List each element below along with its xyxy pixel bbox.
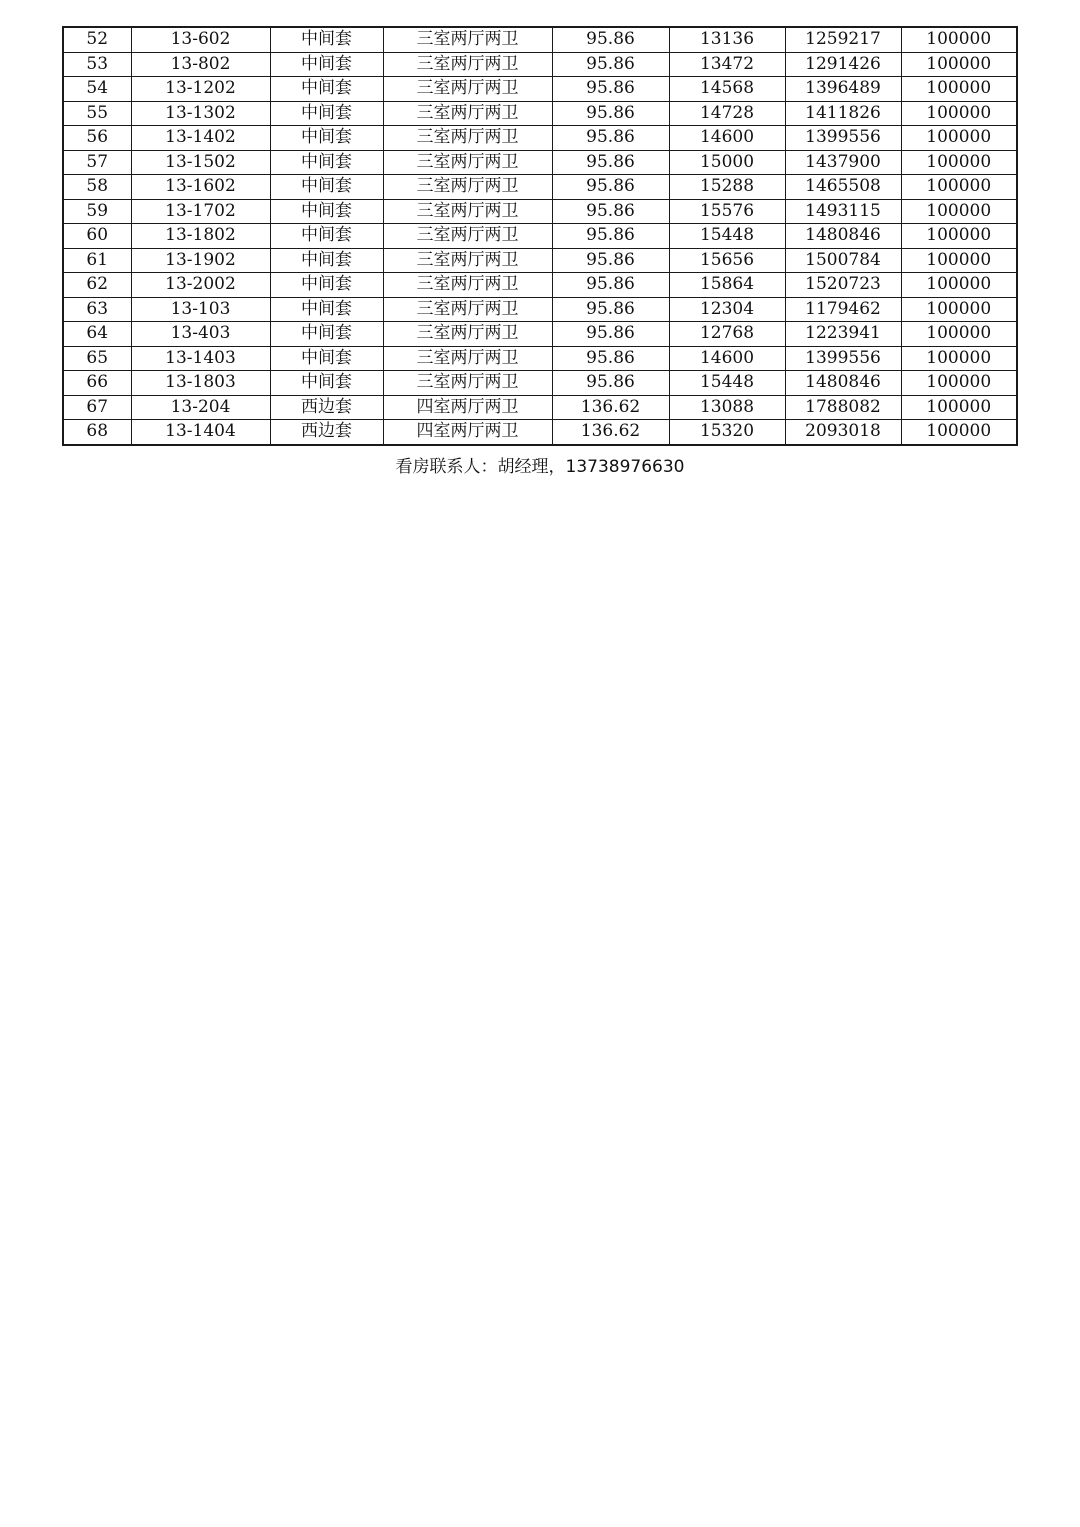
unit-position-cell: 中间套 xyxy=(270,199,383,224)
unit-position-cell: 中间套 xyxy=(270,346,383,371)
row-number-cell: 63 xyxy=(63,297,131,322)
floor-plan-cell: 三室两厅两卫 xyxy=(383,371,552,396)
unit-number-cell: 13-204 xyxy=(131,395,270,420)
floor-plan-cell: 三室两厅两卫 xyxy=(383,150,552,175)
unit-position-cell: 西边套 xyxy=(270,395,383,420)
total-price-cell: 1179462 xyxy=(785,297,901,322)
floor-plan-cell: 三室两厅两卫 xyxy=(383,224,552,249)
table-row xyxy=(63,52,1017,77)
area-cell: 95.86 xyxy=(552,297,669,322)
area-cell: 136.62 xyxy=(552,420,669,445)
area-cell: 95.86 xyxy=(552,27,669,52)
unit-price-cell: 15320 xyxy=(669,420,785,445)
row-number-cell: 65 xyxy=(63,346,131,371)
floor-plan-cell: 三室两厅两卫 xyxy=(383,52,552,77)
total-price-cell: 1480846 xyxy=(785,224,901,249)
unit-number-cell: 13-1803 xyxy=(131,371,270,396)
table-row xyxy=(63,420,1017,445)
floor-plan-cell: 三室两厅两卫 xyxy=(383,346,552,371)
deposit-cell: 100000 xyxy=(901,395,1017,420)
table-row xyxy=(63,273,1017,298)
total-price-cell: 1396489 xyxy=(785,77,901,102)
table-body xyxy=(63,27,1017,445)
table-row xyxy=(63,322,1017,347)
table-row xyxy=(63,199,1017,224)
unit-number-cell: 13-1502 xyxy=(131,150,270,175)
deposit-cell: 100000 xyxy=(901,420,1017,445)
deposit-cell: 100000 xyxy=(901,126,1017,151)
total-price-cell: 1259217 xyxy=(785,27,901,52)
row-number-cell: 67 xyxy=(63,395,131,420)
area-cell: 95.86 xyxy=(552,273,669,298)
row-number-cell: 62 xyxy=(63,273,131,298)
unit-position-cell: 中间套 xyxy=(270,175,383,200)
unit-position-cell: 中间套 xyxy=(270,322,383,347)
row-number-cell: 59 xyxy=(63,199,131,224)
unit-price-cell: 15656 xyxy=(669,248,785,273)
unit-number-cell: 13-1404 xyxy=(131,420,270,445)
area-cell: 95.86 xyxy=(552,224,669,249)
deposit-cell: 100000 xyxy=(901,101,1017,126)
unit-price-cell: 15000 xyxy=(669,150,785,175)
unit-position-cell: 中间套 xyxy=(270,371,383,396)
area-cell: 95.86 xyxy=(552,126,669,151)
area-cell: 95.86 xyxy=(552,175,669,200)
unit-number-cell: 13-1302 xyxy=(131,101,270,126)
unit-price-cell: 15448 xyxy=(669,371,785,396)
area-cell: 95.86 xyxy=(552,248,669,273)
area-cell: 95.86 xyxy=(552,101,669,126)
row-number-cell: 66 xyxy=(63,371,131,396)
deposit-cell: 100000 xyxy=(901,27,1017,52)
unit-number-cell: 13-1802 xyxy=(131,224,270,249)
table-row xyxy=(63,346,1017,371)
unit-number-cell: 13-602 xyxy=(131,27,270,52)
deposit-cell: 100000 xyxy=(901,150,1017,175)
unit-price-cell: 13088 xyxy=(669,395,785,420)
unit-price-cell: 14600 xyxy=(669,346,785,371)
row-number-cell: 55 xyxy=(63,101,131,126)
total-price-cell: 1480846 xyxy=(785,371,901,396)
area-cell: 95.86 xyxy=(552,77,669,102)
deposit-cell: 100000 xyxy=(901,322,1017,347)
area-cell: 136.62 xyxy=(552,395,669,420)
floor-plan-cell: 三室两厅两卫 xyxy=(383,273,552,298)
total-price-cell: 1437900 xyxy=(785,150,901,175)
unit-number-cell: 13-2002 xyxy=(131,273,270,298)
table-row xyxy=(63,248,1017,273)
unit-price-cell: 14728 xyxy=(669,101,785,126)
unit-price-cell: 13472 xyxy=(669,52,785,77)
deposit-cell: 100000 xyxy=(901,175,1017,200)
unit-price-cell: 12768 xyxy=(669,322,785,347)
deposit-cell: 100000 xyxy=(901,273,1017,298)
table-row xyxy=(63,224,1017,249)
contact-line: 看房联系人：胡经理，13738976630 xyxy=(395,457,685,477)
area-cell: 95.86 xyxy=(552,150,669,175)
row-number-cell: 52 xyxy=(63,27,131,52)
deposit-cell: 100000 xyxy=(901,199,1017,224)
unit-price-cell: 14568 xyxy=(669,77,785,102)
total-price-cell: 1291426 xyxy=(785,52,901,77)
table-row xyxy=(63,150,1017,175)
unit-price-cell: 15864 xyxy=(669,273,785,298)
deposit-cell: 100000 xyxy=(901,297,1017,322)
floor-plan-cell: 三室两厅两卫 xyxy=(383,322,552,347)
deposit-cell: 100000 xyxy=(901,371,1017,396)
unit-position-cell: 中间套 xyxy=(270,52,383,77)
floor-plan-cell: 三室两厅两卫 xyxy=(383,297,552,322)
unit-price-cell: 14600 xyxy=(669,126,785,151)
table-row xyxy=(63,27,1017,52)
unit-number-cell: 13-802 xyxy=(131,52,270,77)
unit-number-cell: 13-1702 xyxy=(131,199,270,224)
unit-listing-table xyxy=(62,26,1018,446)
unit-number-cell: 13-1202 xyxy=(131,77,270,102)
floor-plan-cell: 三室两厅两卫 xyxy=(383,77,552,102)
unit-number-cell: 13-1602 xyxy=(131,175,270,200)
total-price-cell: 1465508 xyxy=(785,175,901,200)
table-row xyxy=(63,175,1017,200)
table-row xyxy=(63,371,1017,396)
floor-plan-cell: 三室两厅两卫 xyxy=(383,248,552,273)
unit-number-cell: 13-1402 xyxy=(131,126,270,151)
unit-price-cell: 15448 xyxy=(669,224,785,249)
total-price-cell: 1399556 xyxy=(785,126,901,151)
area-cell: 95.86 xyxy=(552,199,669,224)
unit-position-cell: 中间套 xyxy=(270,150,383,175)
unit-number-cell: 13-103 xyxy=(131,297,270,322)
unit-position-cell: 中间套 xyxy=(270,224,383,249)
deposit-cell: 100000 xyxy=(901,248,1017,273)
unit-number-cell: 13-1902 xyxy=(131,248,270,273)
table-row xyxy=(63,126,1017,151)
area-cell: 95.86 xyxy=(552,52,669,77)
total-price-cell: 2093018 xyxy=(785,420,901,445)
unit-price-cell: 15288 xyxy=(669,175,785,200)
table-row xyxy=(63,77,1017,102)
unit-position-cell: 中间套 xyxy=(270,77,383,102)
unit-number-cell: 13-1403 xyxy=(131,346,270,371)
table-row xyxy=(63,297,1017,322)
row-number-cell: 54 xyxy=(63,77,131,102)
unit-position-cell: 西边套 xyxy=(270,420,383,445)
row-number-cell: 68 xyxy=(63,420,131,445)
total-price-cell: 1223941 xyxy=(785,322,901,347)
unit-price-cell: 13136 xyxy=(669,27,785,52)
unit-position-cell: 中间套 xyxy=(270,297,383,322)
deposit-cell: 100000 xyxy=(901,224,1017,249)
unit-position-cell: 中间套 xyxy=(270,27,383,52)
total-price-cell: 1500784 xyxy=(785,248,901,273)
area-cell: 95.86 xyxy=(552,346,669,371)
unit-price-cell: 12304 xyxy=(669,297,785,322)
deposit-cell: 100000 xyxy=(901,77,1017,102)
floor-plan-cell: 三室两厅两卫 xyxy=(383,27,552,52)
deposit-cell: 100000 xyxy=(901,346,1017,371)
table-row xyxy=(63,395,1017,420)
area-cell: 95.86 xyxy=(552,371,669,396)
total-price-cell: 1411826 xyxy=(785,101,901,126)
floor-plan-cell: 三室两厅两卫 xyxy=(383,175,552,200)
total-price-cell: 1493115 xyxy=(785,199,901,224)
area-cell: 95.86 xyxy=(552,322,669,347)
floor-plan-cell: 三室两厅两卫 xyxy=(383,101,552,126)
unit-number-cell: 13-403 xyxy=(131,322,270,347)
floor-plan-cell: 三室两厅两卫 xyxy=(383,199,552,224)
total-price-cell: 1520723 xyxy=(785,273,901,298)
unit-position-cell: 中间套 xyxy=(270,273,383,298)
row-number-cell: 64 xyxy=(63,322,131,347)
total-price-cell: 1788082 xyxy=(785,395,901,420)
table-row xyxy=(63,101,1017,126)
total-price-cell: 1399556 xyxy=(785,346,901,371)
listing-sheet xyxy=(62,26,1016,446)
row-number-cell: 58 xyxy=(63,175,131,200)
unit-price-cell: 15576 xyxy=(669,199,785,224)
row-number-cell: 56 xyxy=(63,126,131,151)
row-number-cell: 60 xyxy=(63,224,131,249)
floor-plan-cell: 四室两厅两卫 xyxy=(383,395,552,420)
row-number-cell: 57 xyxy=(63,150,131,175)
row-number-cell: 61 xyxy=(63,248,131,273)
unit-position-cell: 中间套 xyxy=(270,248,383,273)
unit-position-cell: 中间套 xyxy=(270,126,383,151)
floor-plan-cell: 三室两厅两卫 xyxy=(383,126,552,151)
floor-plan-cell: 四室两厅两卫 xyxy=(383,420,552,445)
row-number-cell: 53 xyxy=(63,52,131,77)
unit-position-cell: 中间套 xyxy=(270,101,383,126)
deposit-cell: 100000 xyxy=(901,52,1017,77)
